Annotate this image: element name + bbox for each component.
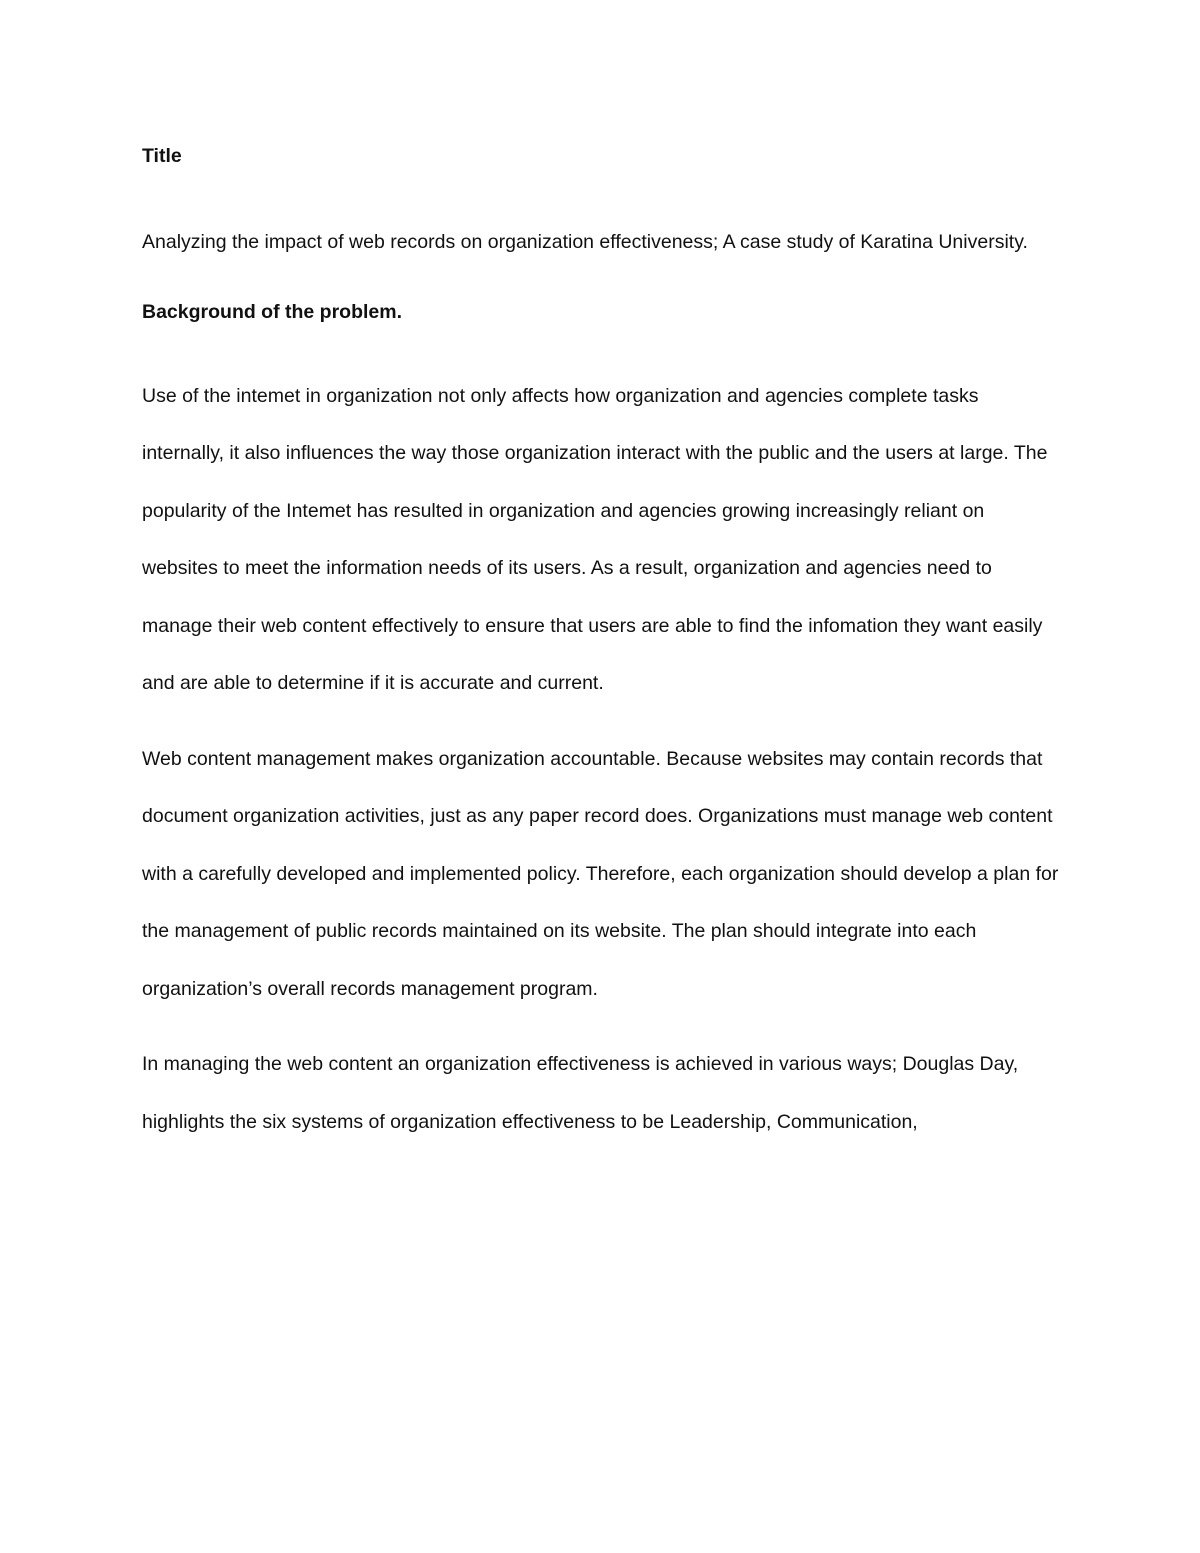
document-body — [142, 138, 1060, 1151]
title-text: Analyzing the impact of web records on organization effectiveness; A case study of Karatina University. — [142, 231, 1028, 253]
paragraph-2: Web content management makes organization accountable. Because websites may contain records that document organization activities, just as any paper record does. Organizations must manage web content with a carefully developed and implemented policy. Therefore, each organization should develop a plan for the management of public records maintained on its website. The plan should integrate into each organization’s overall records management program. — [142, 747, 1059, 1000]
title-heading: Title — [142, 145, 182, 167]
paragraph-3: In managing the web content an organization effectiveness is achieved in various ways; Douglas Day, highlights the six systems of organization effectiveness to be Leadership, Communication, — [142, 1053, 1019, 1133]
paragraph-1: Use of the intemet in organization not only affects how organization and agencies complete tasks internally, it also influences the way those organization interact with the public and the users at large. The popularity of the Intemet has resulted in organization and agencies growing increasingly reliant on websites to meet the information needs of its users. As a result, organization and agencies need to manage their web content effectively to ensure that users are able to find the infomation they want easily and are able to determine if it is accurate and current. — [142, 384, 1048, 694]
background-heading: Background of the problem. — [142, 300, 403, 323]
